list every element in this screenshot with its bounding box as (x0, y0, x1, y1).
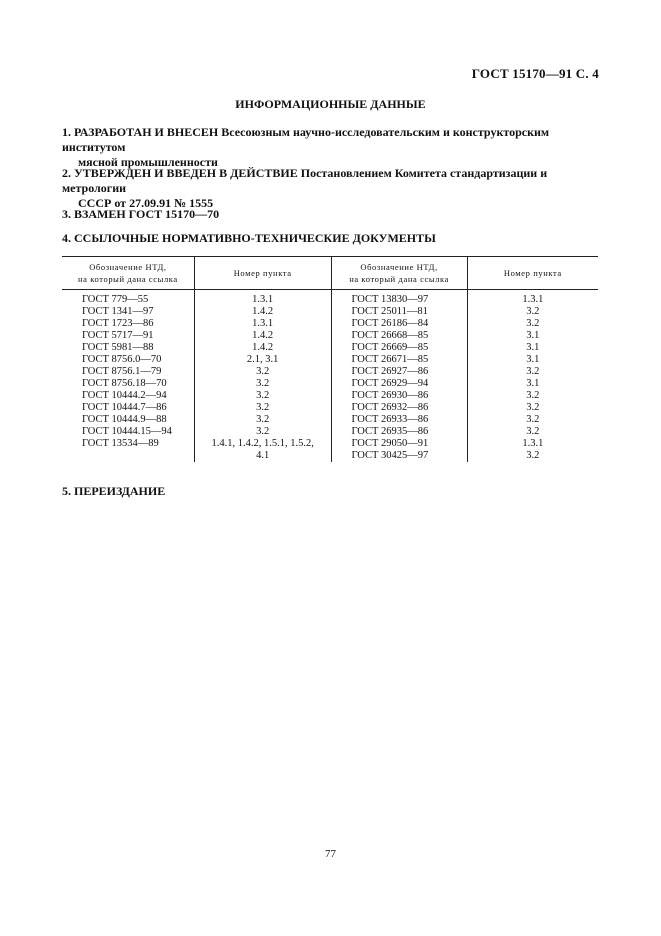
list-item: 3.1 (526, 330, 540, 341)
list-item: 1.3.1 (522, 294, 544, 305)
list-item: ГОСТ 5981—88 (82, 342, 154, 353)
header-doc-left-line2: на который дана ссылка (78, 274, 178, 284)
list-item: 3.1 (526, 354, 540, 365)
list-item: ГОСТ 13830—97 (351, 294, 429, 305)
table-header-row (62, 257, 598, 290)
list-item: ГОСТ 26932—86 (351, 402, 429, 413)
left-doc-list (62, 290, 194, 463)
list-item: ГОСТ 779—55 (82, 294, 149, 305)
list-item: ГОСТ 26933—86 (351, 414, 429, 425)
list-item: 3.2 (526, 402, 540, 413)
list-item: 3.1 (526, 342, 540, 353)
list-item: 3.2 (256, 426, 270, 437)
list-item: 3.2 (256, 390, 270, 401)
list-item: ГОСТ 10444.15—94 (82, 426, 172, 437)
reference-documents-table (62, 256, 598, 462)
header-item-left: Номер пункта (194, 257, 331, 290)
list-item: 1.4.2 (252, 330, 274, 341)
section-replaces (62, 207, 602, 222)
list-item: ГОСТ 10444.9—88 (82, 414, 167, 425)
list-item: ГОСТ 10444.7—86 (82, 402, 167, 413)
list-item: 3.2 (526, 414, 540, 425)
list-item: ГОСТ 26929—94 (351, 378, 429, 389)
section-1-continuation: мясной промышленности (78, 155, 218, 169)
header-doc-right-line1: Обозначение НТД, (360, 262, 438, 272)
list-item: 1.4.1, 1.4.2, 1.5.1, 1.5.2, (211, 438, 314, 449)
right-item-list (467, 290, 598, 463)
list-item: ГОСТ 1341—97 (82, 306, 154, 317)
section-1-text: Всесоюзным научно-исследовательским и конструкторским институтом (62, 125, 550, 154)
list-item: 3.2 (526, 318, 540, 329)
list-item: 1.4.2 (252, 342, 274, 353)
section-developed-by (62, 125, 602, 170)
list-item: 3.2 (256, 414, 270, 425)
list-item: ГОСТ 26671—85 (351, 354, 429, 365)
header-doc-left (62, 257, 194, 290)
section-2-continuation: СССР от 27.09.91 № 1555 (78, 196, 214, 210)
list-item: ГОСТ 26930—86 (351, 390, 429, 401)
section-approved (62, 166, 602, 211)
section-reissue (62, 484, 602, 499)
list-item: 1.3.1 (252, 294, 274, 305)
section-references (62, 231, 602, 246)
left-item-list (194, 290, 331, 463)
list-item: ГОСТ 26669—85 (351, 342, 429, 353)
list-item: ГОСТ 26927—86 (351, 366, 429, 377)
list-item: 3.2 (526, 390, 540, 401)
list-item: 3.2 (256, 378, 270, 389)
list-item: ГОСТ 26668—85 (351, 330, 429, 341)
list-item: ГОСТ 13534—89 (82, 438, 159, 449)
list-item: 1.3.1 (522, 438, 544, 449)
list-item: 1.4.2 (252, 306, 274, 317)
header-doc-left-line1: Обозначение НТД, (89, 262, 167, 272)
section-3-heading: 3. ВЗАМЕН ГОСТ 15170—70 (62, 207, 220, 221)
list-item: ГОСТ 8756.1—79 (82, 366, 162, 377)
list-item: 3.2 (256, 366, 270, 377)
list-item: 3.1 (526, 378, 540, 389)
document-reference: ГОСТ 15170—91 С. 4 (471, 66, 599, 81)
section-2-text: Постановлением Комитета стандартизации и метрологии (62, 166, 548, 195)
list-item: ГОСТ 29050—91 (351, 438, 429, 449)
list-item: 3.2 (526, 450, 540, 461)
list-item: ГОСТ 8756.18—70 (82, 378, 167, 389)
section-4-heading: 4. ССЫЛОЧНЫЕ НОРМАТИВНО-ТЕХНИЧЕСКИЕ ДОКУМЕНТЫ (62, 231, 436, 245)
list-item: ГОСТ 30425—97 (351, 450, 429, 461)
list-item: ГОСТ 26186—84 (351, 318, 429, 329)
section-5-heading: 5. ПЕРЕИЗДАНИЕ (62, 484, 166, 498)
right-doc-list (331, 290, 467, 463)
list-item: 3.2 (256, 402, 270, 413)
list-item: 3.2 (526, 306, 540, 317)
list-item: ГОСТ 26935—86 (351, 426, 429, 437)
list-item: 1.3.1 (252, 318, 274, 329)
section-1-heading: 1. РАЗРАБОТАН И ВНЕСЕН (62, 125, 219, 139)
header-doc-right-line2: на который дана ссылка (349, 274, 449, 284)
list-item: 4.1 (256, 450, 270, 461)
list-item: ГОСТ 10444.2—94 (82, 390, 167, 401)
list-item: ГОСТ 1723—86 (82, 318, 154, 329)
page-title: ИНФОРМАЦИОННЫЕ ДАННЫЕ (235, 97, 426, 111)
header-doc-right (331, 257, 467, 290)
list-item: 3.2 (526, 366, 540, 377)
list-item: ГОСТ 8756.0—70 (82, 354, 162, 365)
header-item-right: Номер пункта (467, 257, 598, 290)
list-item: 2.1, 3.1 (246, 354, 279, 365)
list-item: ГОСТ 25011—81 (351, 306, 428, 317)
page-number: 77 (325, 848, 336, 860)
list-item: ГОСТ 5717—91 (82, 330, 154, 341)
section-2-heading: 2. УТВЕРЖДЕН И ВВЕДЕН В ДЕЙСТВИЕ (62, 166, 298, 180)
list-item: 3.2 (526, 426, 540, 437)
table-body-row (62, 290, 598, 463)
